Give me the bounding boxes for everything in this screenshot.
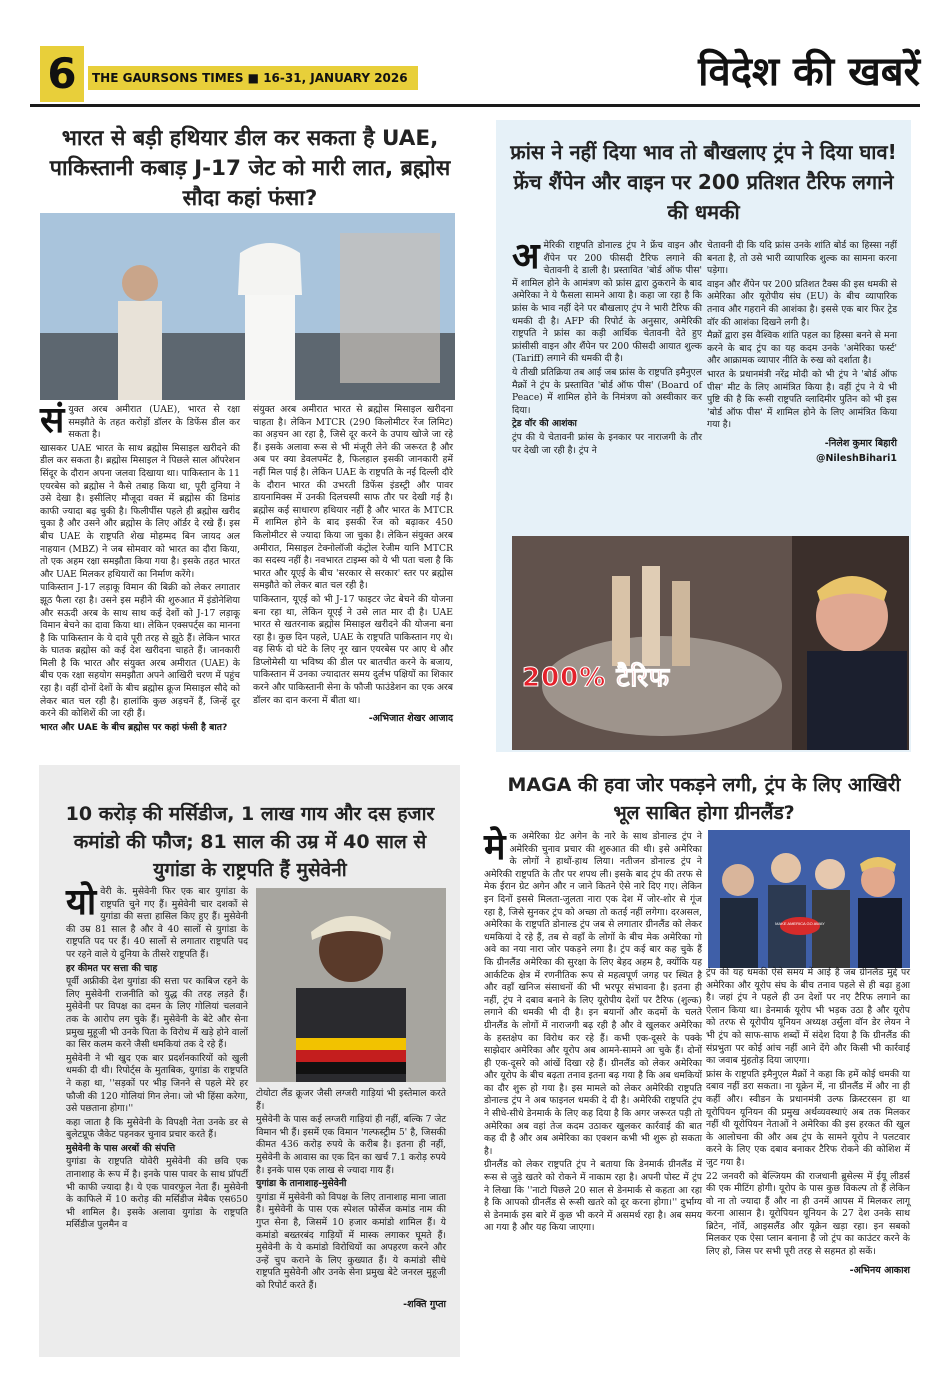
article3-paragraph: वेरी के. मुसेवेनी फिर एक बार युगांडा के राष्ट्रपति चुने गए हैं। मुसेवेनी चार दशकों से युगांडा की सत्ता हासिल किए हुए हैं। मुसेवेनी की उम्र 81 साल है और वे 40 सालों से युगांडा के राष्ट्रपति पद पर हैं। 40 सालों से लगातार राष्ट्रपति पद पर रहने वाले ये दुनिया के तीसरे राष्ट्रपति हैं। (66, 886, 248, 960)
article3-paragraph: पूर्वी अफ्रीकी देश युगांडा की सत्ता पर काबिज रहने के लिए मुसेवेनी राजनीति को युद्ध की तरह लड़ते हैं। मुसेवेनी पर विपक्ष का दमन के लिए गोलियां चलवाने तक के आरोप लग चुके हैं। मुसेवेनी के बेटे और सेना प्रमुख मुहूजी भी उनके पिता के विरोध में खड़े होने वालों का सिर कलम करने जैसी धमकियां तक दे रहे हैं। (66, 976, 248, 1051)
header-divider (30, 104, 920, 107)
article1-subheading: भारत और UAE के बीच ब्रह्मोस पर कहां फंसी है बात? (40, 721, 228, 733)
article1-paragraph: पाकिस्तान, यूएई को भी J-17 फाइटर जेट बेचने की योजना बना रहा था, लेकिन यूएई ने उसे लात मार दी है। UAE भारत से खतरनाक ब्रह्मोस मिसाइल खरीदने की योजना बना रहा है। कुछ दिन पहले, UAE के राष्ट्रपति पाकिस्तान गए थे। वह सिर्फ दो घंटे के लिए नूर खान एयरबेस पर आए थे और डिप्लोमेसी या भविष्य की डील पर बातचीत करने के बजाय, पाकिस्तान में उनका ज्यादातर समय दुर्लभ पक्षियों का शिकार करने और पाकिस्तानी सेना के फौजी फाउंडेशन का एक अरब डॉलर का दान करना में बीता था। (253, 593, 453, 706)
article1-paragraph: युक्त अरब अमीरात (UAE), भारत से रक्षा समझौते के तहत करोड़ों डॉलर के डिफेंस डील कर सकता है। (68, 404, 240, 441)
article4-dropcap: मे (484, 827, 506, 868)
article2-column-2 (707, 240, 897, 464)
article1-photo (40, 213, 455, 400)
article3-column-1 (66, 882, 248, 1233)
article1-column-1 (40, 400, 240, 735)
tariff-overlay-label: 200% टैरिफ (522, 663, 670, 693)
article3-subheading: मुसेवेनी के पास अरबों की संपत्ति (66, 1142, 176, 1154)
article2-column-1 (512, 236, 702, 458)
article4-paragraph: क अमेरिका ग्रेट अगेन के नारे के साथ डोनाल्ड ट्रंप ने अमेरिकी चुनाव प्रचार की शुरुआत की थी। इसे अमेरिका के लोगों ने हाथों-हाथ लिया। नतीजन डोनाल्ड ट्रंप ने अमेरिकी राष्ट्रपति के तौर पर शपथ ली। इसके बाद ट्रंप की तरफ से मेक ईरान ग्रेट अगेन और न जाने कितने ऐसे नारे दिए गए। लेकिन इन दिनों इससे मिलता-जुलता नारा एक देश में जोर-शोर से गूंज रहा है, जिसे सुनकर ट्रंप को अच्छा तो कतई नहीं लगेगा। दरअसल, अमेरिका के राष्ट्रपति डोनाल्ड ट्रंप जब से लगातार ग्रीनलैंड को लेकर धमकियां दे रहे हैं, तब से वहाँ के लोगों के बीच मेक अमेरिका गो अवे का नया नारा जोर पकड़ने लगा है। ट्रंप कई बार कह चुके हैं कि ग्रीनलैंड अमेरिका की सुरक्षा के लिए बेहद अहम है, क्योंकि यह आर्कटिक क्षेत्र में रणनीतिक रूप से महत्वपूर्ण जगह पर स्थित है और वहाँ खनिज संसाधनों की भी भरपूर संभावना है। इतना ही नहीं, ट्रंप ने दबाव बनाने के लिए यूरोपीय देशों पर टैरिफ (शुल्क) लगाने की धमकी भी दी है। इन बयानों और कदमों के चलते ग्रीनलैंड के लोगों में नाराजगी बढ़ रही है और वे खुलकर अमेरिका के हस्तक्षेप का विरोध कर रहे हैं। कभी एक-दूसरे के पक्के साझेदार अमेरिका और यूरोप अब आमने-सामने आ चुके हैं। दोनों ही एक-दूसरे को आंखें दिखा रहे हैं। ग्रीनलैंड को लेकर अमेरिका और यूरोप के बीच बढ़ता तनाव इतना बढ़ गया है कि अब धमकियों का दौर शुरू हो गया है। इस मामले को लेकर अमेरिकी राष्ट्रपति डोनाल्ड ट्रंप ने अब फाइनल धमकी दे दी है। अमेरिकी राष्ट्रपति ट्रंप ने सीधे-सीधे डेनमार्क के लिए कह दिया है कि अगर जरूरत पड़ी तो अमेरिका अब वहां तेज कदम उठाकर खुलकर कार्रवाई की बात कह दी है और अब अमेरिका का एक्शन कभी भी शुरू हो सकता है। (484, 831, 702, 1157)
article3-paragraph: मुसेवेनी ने भी खुद एक बार प्रदर्शनकारियों को खुली धमकी दी थी। रिपोर्ट्स के मुताबिक, युगांडा के राष्ट्रपति ने कहा था, ''सड़कों पर भीड़ जिनने से पहले मेरे हर फौजी की 120 गोलियां गिन लेना। जो भी हिंसा करेगा, उसे पछताना होगा।'' (66, 1052, 248, 1115)
article1-dropcap: सं (40, 400, 65, 441)
article3-subheading: युगांडा के तानाशाह-मुसेवेनी (256, 1178, 347, 1190)
publication-masthead: THE GAURSONS TIMES ■ 16-31, JANUARY 2026 (88, 66, 418, 90)
article3-paragraph: टोयोटा लैंड क्रूजर जैसी लग्जरी गाड़ियां भी इस्तेमाल करते हैं। (256, 1088, 446, 1112)
article1-paragraph: संयुक्त अरब अमीरात भारत से ब्रह्मोस मिसाइल खरीदना चाहता है। लेकिन MTCR (290 किलोमीटर रेंज लिमिट) का अड़चन आ रहा है, जिसे दूर करने के उपाय खोजे जा रहे हैं। इसके अलावा रूस से भी मंजूरी लेने की जरूरत है और अब पर क्या डेवलपमेंट है, फिलहाल इसकी जानकारी हमें नहीं मिल पाई है। लेकिन UAE के राष्ट्रपति के नई दिल्ली दौरे के दौरान भारत की उभरती डिफेंस इंडस्ट्री और पावर डायनामिक्स में उनकी दिलचस्पी साफ तौर पर देखी गई है। ब्रह्मोस कई साधारण हथियार नहीं है और भारत के MTCR में शामिल होने के बाद इसकी रेंज को बढ़ाकर 450 किलोमीटर से ज्यादा किया जा चुका है। लेकिन संयुक्त अरब अमीरात, मिसाइल टेक्नोलॉजी कंट्रोल रेजीम यानि MTCR का सदस्य नहीं है। नवभारत टाइम्स को ये भी पता चला है कि भारत और यूएई के बीच 'सरकार से सरकार' स्तर पर ब्रह्मोस समझौते को लेकर बात चल रही है। (253, 404, 453, 592)
article2-subheading: ट्रेड वॉर की आशंका (512, 418, 577, 430)
article2-paragraph: मैक्रों द्वारा इस वैश्विक शांति पहल का हिस्सा बनने से मना करने के बाद ट्रंप का यह कदम उनके 'अमेरिका फर्स्ट' और आक्रामक व्यापार नीति के रुख को दर्शाता है। (707, 330, 897, 367)
article4-paragraph: फ्रांस के राष्ट्रपति इमैनुएल मैक्रों ने कहा कि हमें कोई धमकी या दबाव नहीं डरा सकता। ना यूक्रेन में, ना ग्रीनलैंड में और ना ही कहीं और। स्वीडन के प्रधानमंत्री उल्फ क्रिस्टरसन हा था यूरोपियन यूनियन की प्रमुख अर्थव्यवस्थाएं अब तक मिलकर नहीं थी यूरोपियन नेताओं ने अमेरिका की इस हरकत की खुल के आलोचना की और अब ट्रंप के सामने यूरोप ने पलटवार करने के लिए एक दबाव बनाकर टैरिफ रोकने की कोशिश में जुट गया है। (706, 1068, 910, 1168)
article4-paragraph: 22 जनवरी को बेल्जियम की राजधानी ब्रुसेल्स में ईयू लीडर्स की एक मीटिंग होगी। यूरोप के पास कुछ विकल्प तो हैं लेकिन वो ना तो ज्यादा हैं और ना ही उनमें आपस में मिलकर लागू करना आसान है। यूरोपियन यूनियन के 27 देश उनके साथ ब्रिटेन, नॉर्वे, आइसलैंड और यूक्रेन खड़ा रहा। इन सबको मिलकर एक ऐसा प्लान बनाना है जो ट्रंप का काउंटर करने के लिए हो, जिस पर सभी पूरी तरह से सहमत हो सकें। (706, 1170, 910, 1258)
article4-column-1 (484, 827, 702, 1236)
article4-headline: MAGA की हवा जोर पकड़ने लगी, ट्रंप के लिए आखिरी भूल साबित होगा ग्रीनलैंड? (507, 774, 901, 824)
article1-byline: -अभिजात शेखर आजाद (368, 713, 453, 725)
article2-paragraph: ट्रंप की ये चेतावनी फ्रांस के इनकार पर नाराजगी के तौर पर देखी जा रही है। ट्रंप ने (512, 431, 702, 456)
article3-paragraph: कहा जाता है कि मुसेवेनी के विपक्षी नेता उनके डर से बुलेटप्रूफ जैकेट पहनकर चुनाव प्रचार करते हैं। (66, 1116, 248, 1141)
article4-paragraph: ट्रंप की यह धमकी ऐसे समय में आई है जब ग्रीनलैंड मुद्दे पर अमेरिका और यूरोप संघ के बीच तनाव पहले से ही बढ़ा हुआ है। जहां ट्रंप ने पहले ही उन देशों पर नए टैरिफ लगाने का ऐलान किया था। डेनमार्क यूरोप भी भड़क उठा है और यूरोप को तरफ से यूरोपीय यूनियन अध्यक्ष उर्सुला वॉन डेर लेयन ने भी ट्रंप को साफ-साफ शब्दों में संदेश दिया है कि ग्रीनलैंड की संप्रभुता पर कोई आंच नहीं आने देंगे और किसी भी कार्रवाई का जवाब मुंहतोड़ दिया जाएगा। (706, 967, 910, 1067)
article3-subheading: हर कीमत पर सत्ता की चाह (66, 962, 158, 974)
article1-column-2 (253, 404, 453, 724)
article1-paragraph: खासकर UAE भारत के साथ ब्रह्मोस मिसाइल खरीदने की डील कर सकता है। ब्रह्मोस मिसाइल ने पिछले साल ऑपरेशन सिंदूर के दौरान अपना जलवा दिखाया था। पाकिस्तान के 11 एयरबेस को ब्रह्मोस ने कैसे तबाह किया था, पूरी दुनिया ने उसे देखा है। इसीलिए मौजूदा वक्त में ब्रह्मोस की डिमांड काफी ज्यादा बढ़ चुकी है। फिलीपींस पहले ही ब्रह्मोस खरीद चुका है और उसने और ब्रह्मोस के लिए ऑर्डर दे रखे हैं। इस बीच UAE के राष्ट्रपति शेख मोहम्मद बिन जायद अल नाहयान (MBZ) ने जब सोमवार को भारत का दौरा किया, तो एक अहम रक्षा समझौता किया गया है। इसके तहत भारत और UAE मिलकर हथियारों का निर्माण करेंगे। (40, 442, 240, 580)
article3-dropcap: यो (66, 882, 97, 923)
article2-paragraph: भारत के प्रधानमंत्री नरेंद्र मोदी को भी ट्रंप ने 'बोर्ड ऑफ पीस' मीट के लिए आमंत्रित किया है। वहीं ट्रंप ने ये भी पुष्टि की है कि रूसी राष्ट्रपति व्लादिमीर पुतिन को भी इस 'बोर्ड ऑफ पीस' में शामिल होने के लिए आमंत्रित किया गया है। (707, 368, 897, 431)
article2-photo (512, 536, 909, 750)
article4-column-2 (706, 967, 910, 1276)
article2-headline: फ्रांस ने नहीं दिया भाव तो बौखलाए ट्रंप ने दिया घाव! फ्रेंच शैंपेन और वाइन पर 200 प्रतिशत टैरिफ लगाने की धमकी (510, 140, 897, 224)
article3-photo (256, 888, 446, 1082)
article3-paragraph: युगांडा में मुसेवेनी को विपक्ष के लिए तानाशाह माना जाता है। मुसेवेनी के पास एक स्पेशल फोर्सेज कमांड नाम की गुप्त सेना है, जिसमें 10 हजार कमांडो शामिल हैं। ये कमांडो बख्तरबंद गाड़ियों में मास्क लगाकर घूमते हैं। मुसेवेनी के ये कमांडो विरोधियों का अपहरण करने और उन्हें चुप कराने के लिए कुख्यात हैं। ये कमांडो सीधे राष्ट्रपति मुसेवेनी और उनके सेना प्रमुख बेटे जनरल मुहूजी को रिपोर्ट करते हैं। (256, 1191, 446, 1291)
article3-column-2 (256, 1088, 446, 1310)
article1-paragraph: पाकिस्तान J-17 लड़ाकू विमान की बिक्री को लेकर लगातार झूठ फैला रहा है। उसने इस महीने की शुरुआत में इंडोनेशिया और सऊदी अरब के साथ साथ कई देशों को J-17 लड़ाकू विमान बेचने का दावा किया था। लेकिन एक्सपर्ट्स का मानना है कि पाकिस्तान के ये दावे पूरी तरह से झूठे हैं। लेकिन भारत के घातक ब्रह्मोस को कई देश खरीदना चाहते हैं। जानकारी मिली है कि भारत और संयुक्त अरब अमीरात (UAE) के बीच एक रक्षा सहयोग समझौता अपने आखिरी चरण में पहुंच रहा है। वहीं दोनों देशों के बीच ब्रह्मोस क्रूज मिसाइल सौदे को लेकर बात चल रही है। हालांकि कुछ अड़चनें हैं, जिन्हें दूर करने की कोशिशें की जा रही हैं। (40, 582, 240, 720)
article1-headline: भारत से बड़ी हथियार डील कर सकता है UAE, पाकिस्तानी कबाड़ J-17 जेट को मारी लात, ब्रह्मोस सौदा कहां फंसा? (49, 126, 451, 211)
article2-paragraph: मेरिकी राष्ट्रपति डोनाल्ड ट्रंप ने फ्रेंच वाइन और शैंपेन पर 200 फीसदी टैरिफ लगाने की चेतावनी दे डाली है। प्रस्तावित 'बोर्ड ऑफ पीस' में शामिल होने के आमंत्रण को फ्रांस द्वारा ठुकराने के बाद अमेरिका ने ये फैसला सामने आया है। कहा जा रहा है कि फ्रांस के भाव नहीं देने पर बौखलाए ट्रंप ने भारी टैरिफ की धमकी दी है। AFP की रिपोर्ट के अनुसार, अमेरिकी राष्ट्रपति ने फ्रांस का कड़ी आर्थिक चेतावनी देते हुए फ्रांसीसी वाइन और शैंपेन पर 200 फीसदी आयात शुल्क (Tariff) लगाने की धमकी दी है। (512, 240, 702, 365)
article2-paragraph: ये तीखी प्रतिक्रिया तब आई जब फ्रांस के राष्ट्रपति इमैनुएल मैक्रों ने ट्रंप के प्रस्तावित 'बोर्ड ऑफ पीस' (Board of Peace) में शामिल होने के निमंत्रण को अस्वीकार कर दिया। (512, 366, 702, 416)
article3-headline: 10 करोड़ की मर्सिडीज, 1 लाख गाय और दस हजार कमांडो की फौज; 81 साल की उम्र में 40 साल से युगांडा के राष्ट्रपति हैं मुसेवेनी (65, 803, 435, 881)
article2-paragraph: वाइन और शैंपेन पर 200 प्रतिशत टैक्स की इस धमकी से अमेरिका और यूरोपीय संघ (EU) के बीच व्यापारिक तनाव और गहराने की आशंका है। इससे एक बार फिर ट्रेड वॉर की आशंका दिखने लगी है। (707, 278, 897, 328)
page-number: 6 (40, 46, 84, 102)
article3-byline: -शक्ति गुप्ता (403, 1298, 446, 1310)
article4-byline: -अभिनय आकाश (849, 1264, 910, 1276)
article2-handle: @NileshBihari1 (815, 452, 897, 464)
article4-paragraph: ग्रीनलैंड को लेकर राष्ट्रपति ट्रंप ने बताया कि डेनमार्क ग्रीनलैंड में रूस से जुड़े खतरे को रोकने में नाकाम रहा है। अपनी पोस्ट में ट्रंप ने लिखा कि ''नाटो पिछले 20 साल से डेनमार्क से कहता आ रहा है कि आपको ग्रीनलैंड से रूसी खतरे को दूर करना होगा।'' दुर्भाग्य से डेनमार्क इस बारे में कुछ भी करने में असमर्थ रहा है। अब समय आ गया है और यह किया जाएगा। (484, 1159, 702, 1234)
article3-paragraph: मुसेवेनी के पास कई लग्जरी गाड़ियां ही नहीं, बल्कि 7 जेट विमान भी हैं। इसमें एक विमान 'गल्फस्ट्रीम 5' है, जिसकी कीमत 436 करोड़ रुपये के करीब है। इतना ही नहीं, मुसेवेनी के आवास का एक दिन का खर्च 7.1 करोड़ रुपये है। इनके पास एक लाख से ज्यादा गाय हैं। (256, 1114, 446, 1176)
protest-cap-text: MAKE AMERICA GO AWAY (775, 921, 825, 926)
article2-byline: -निलेश कुमार बिहारी (824, 437, 897, 449)
page-header (30, 38, 920, 108)
article4-photo (708, 830, 910, 968)
section-title: विदेश की खबरें (698, 49, 920, 95)
article2-dropcap: अ (512, 236, 540, 277)
article3-paragraph: युगांडा के राष्ट्रपति योवेरी मुसेवेनी की छवि एक तानाशाह के रूप में है। इनके पास पावर के साथ प्रॉपर्टी भी काफी ज्यादा है। ये एक पावरफुल नेता हैं। मुसेवेनी के काफिले में 10 करोड़ की मर्सिडीज मेबैक एस650 भी शामिल है। इसके अलावा युगांडा के राष्ट्रपति मर्सिडीज पुलमैन व (66, 1156, 248, 1231)
article2-paragraph: चेतावनी दी कि यदि फ्रांस उनके शांति बोर्ड का हिस्सा नहीं बनता है, तो उसे भारी व्यापारिक शुल्क का सामना करना पड़ेगा। (707, 240, 897, 277)
